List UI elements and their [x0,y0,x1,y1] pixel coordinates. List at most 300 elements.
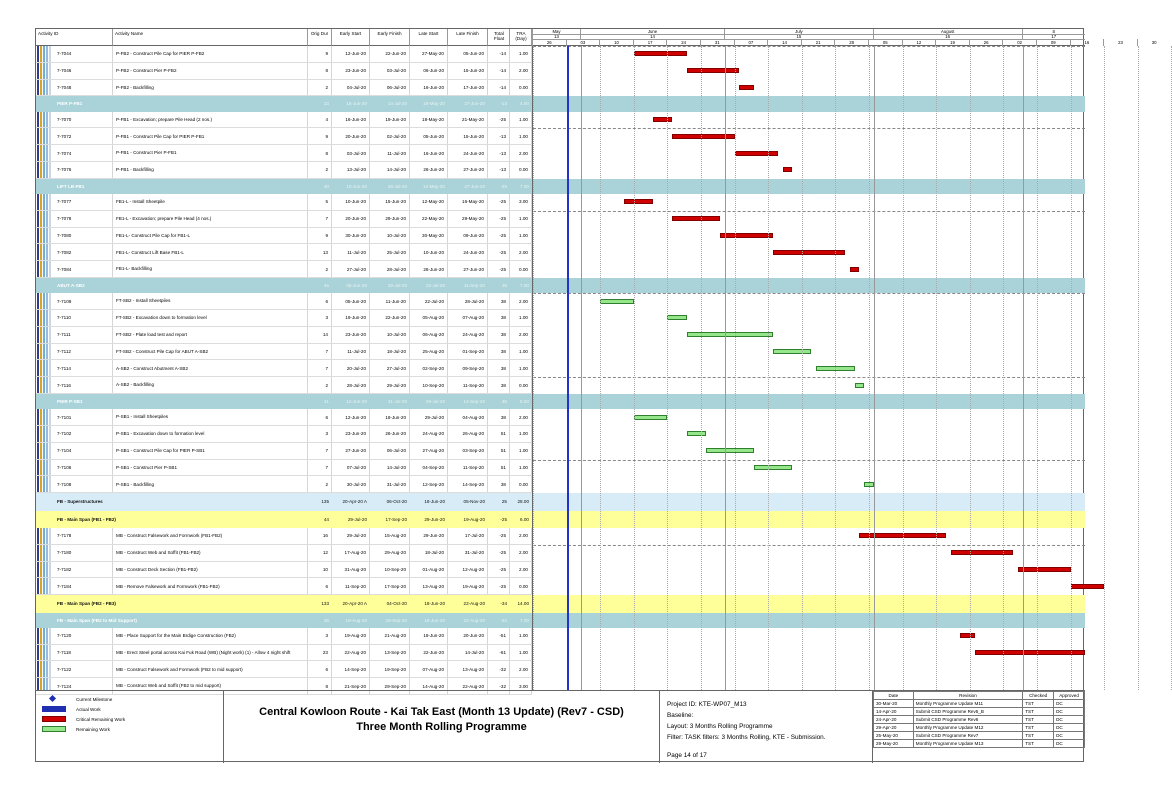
cell-tra: 0.00 [510,162,532,178]
cell-tf: -32 [488,678,510,694]
critical-bar[interactable] [720,233,773,238]
col-header-late-finish[interactable]: Late Finish [448,29,488,46]
activity-row[interactable] [36,628,532,645]
cell-tf: 38 [488,409,510,425]
cell-es: 30-Jul-20 [332,476,370,492]
cell-name: FT-SB2 - Excavation down to formation level [113,310,308,326]
month-number: 16 [873,34,1022,39]
rev-approved: DC [1054,716,1085,724]
remaining-bar[interactable] [687,431,706,436]
cell-name: PIER P-SB1 [57,399,83,405]
rev-revision: Submit CSD Programme Rev5_B [913,708,1022,716]
cell-lf: 27-Jun-20 [464,183,485,189]
activity-row[interactable] [36,360,532,377]
cell-ls: 25-Aug-20 [410,344,448,360]
cell-ef: 06-Oct-20 [386,499,407,505]
week-gridline [1071,46,1072,690]
cell-lf: 11-Sep-20 [448,377,488,393]
activity-row[interactable] [36,261,532,278]
row-separator [533,460,1085,461]
cell-ls: 02-Sep-20 [410,360,448,376]
legend-remaining: Remaining Work [42,725,110,733]
revision-table [873,691,1085,748]
week-label: 14 [767,39,801,46]
cell-tra: 7.00 [520,283,529,289]
programme-title: Central Kowloon Route - Kai Tak East (Month 13 Update) (Rev7 - CSD) [259,706,624,718]
cell-ls: 29-Jun-20 [424,516,445,522]
cell-dur: 3 [308,310,332,326]
cell-es: 03-Jul-20 [332,145,370,161]
row-separator [533,377,1085,378]
cell-name: P-SB1 - Construct Pile Cap for PIER P-SB1 [113,443,308,459]
cell-id: 7-7080 [54,228,113,244]
cell-tra: 1.00 [510,460,532,476]
week-label: 16 [1070,39,1104,46]
cell-ef: 14-Jul-20 [387,101,407,107]
legend-actual: Actual Work [42,705,101,713]
critical-bar[interactable] [687,68,740,73]
cell-name: P-FB1 - Backfilling [113,162,308,178]
cell-lf: 12-Aug-20 [448,562,488,578]
col-header-early-finish[interactable]: Early Finish [370,29,410,46]
col-header-tra[interactable]: TRA (Day) [510,29,532,46]
cell-tf: -34 [500,601,507,607]
rev-checked-header: Checked [1023,692,1054,700]
cell-name: FB1-L- Construct Pile Cap for FB1-L [113,228,308,244]
week-gridline [970,46,971,690]
month-label: July [724,29,873,34]
cell-ef: 29-Sep-20 [370,678,410,694]
cell-id: 7-7182 [54,562,113,578]
cell-tf: -25 [488,562,510,578]
cell-es: 10-Jun-20 [346,183,367,189]
cell-name: A-SB2 - Construct Abutment A-SB2 [113,360,308,376]
cell-ef: 04-Oct-20 [386,601,407,607]
cell-lf: 14-Jul-20 [448,645,488,661]
cell-lf: 03-Sep-20 [448,443,488,459]
critical-bar[interactable] [1018,567,1071,572]
week-gridline [735,46,736,690]
cell-name: FT-SB2 - Install Sheetpiles [113,293,308,309]
col-header-name[interactable]: Activity Name [113,29,308,46]
cell-name: FB1-L- Construct Lift Base FB1-L [113,244,308,260]
cell-lf: 31-Jul-20 [448,545,488,561]
rev-checked: TST [1023,700,1054,708]
project-info-box [660,691,873,763]
week-label: 26 [532,39,566,46]
cell-es: 27-Jun-20 [332,443,370,459]
bar-icon [42,726,66,732]
rev-date: 30-Mar-20 [874,700,914,708]
cell-tra: 1.00 [510,228,532,244]
remaining-bar[interactable] [634,415,668,420]
project-id: Project ID: KTE-WP07_M13 [667,701,747,708]
critical-bar[interactable] [739,85,753,90]
cell-es: 12-Jun-20 [332,46,370,62]
cell-tf: 51 [488,460,510,476]
cell-tf: -25 [488,545,510,561]
cell-ls: 27-May-20 [410,46,448,62]
title-box [224,691,660,763]
cell-id: 7-7124 [54,678,113,694]
activity-row[interactable] [36,562,532,579]
cell-es: 19-Jun-20 [332,310,370,326]
cell-tra: 2.00 [510,145,532,161]
cell-ls: 14-Aug-20 [410,678,448,694]
activity-row[interactable] [36,228,532,245]
cell-dur: 3 [308,628,332,644]
cell-es: 20-Jun-20 [332,211,370,227]
cell-id: 7-7180 [54,545,113,561]
month-gridline [1023,46,1024,690]
cell-dur: 135 [321,499,329,505]
remaining-bar[interactable] [667,315,686,320]
col-header-late-start[interactable]: Late Start [410,29,448,46]
cell-dur: 41 [323,399,329,405]
programme-subtitle: Three Month Rolling Programme [356,721,527,733]
cell-id: 7-7122 [54,661,113,677]
cell-name: P-FB2 - Construct Pier P-FB2 [113,63,308,79]
cell-ls: 12-May-20 [423,183,445,189]
cell-id: 7-7048 [54,80,113,96]
cell-lf: 05-Nov-20 [463,499,485,505]
cell-tf: -32 [488,661,510,677]
cell-tra: 1.00 [510,443,532,459]
cell-dur: 2 [308,261,332,277]
week-label: 31 [700,39,734,46]
rev-approved: DC [1054,732,1085,740]
cell-name: MB - Construct Web and Soffit (FB2 to mid support) [113,678,308,694]
cell-tra: 0.00 [510,261,532,277]
cell-ef: 25-Jul-20 [370,244,410,260]
cell-id: 7-7111 [54,327,113,343]
cell-id: 7-7184 [54,578,113,594]
cell-es: 12-Jun-20 [346,399,367,405]
remaining-bar[interactable] [754,465,792,470]
rev-approved: DC [1054,724,1085,732]
col-header-id[interactable]: Activity ID [36,29,113,46]
cell-id: 7-7074 [54,145,113,161]
cell-lf: 17-Jun-20 [448,80,488,96]
cell-name: MB - Erect Steel portal across Kai Fuk Road (WB) (Night work) (1) - Allow 4 night shift [113,645,308,661]
cell-ls: 26-Jun-20 [410,261,448,277]
col-header-early-start[interactable]: Early Start [332,29,370,46]
cell-tf: 38 [488,360,510,376]
rev-approved: DC [1054,700,1085,708]
critical-bar[interactable] [783,167,793,172]
cell-ef: 29-Aug-20 [370,545,410,561]
activity-row[interactable] [36,426,532,443]
diamond-icon [42,696,66,702]
cell-lf: 13-Aug-20 [448,661,488,677]
rev-revision: Submit CSD Programme Rev7 [913,732,1022,740]
cell-dur: 14 [308,327,332,343]
activity-row[interactable] [36,128,532,145]
cell-ef: 11-Jun-20 [370,293,410,309]
cell-tf: 38 [488,377,510,393]
cell-ls: 06-Jun-20 [410,63,448,79]
cell-name: P-FB2 - Construct Pile Cap for PIER P-FB2 [113,46,308,62]
month-label: June [580,29,724,34]
cell-tf: 38 [488,344,510,360]
month-gridline [581,46,582,690]
row-separator [533,46,1085,47]
cell-ls: 22-Jul-20 [425,283,445,289]
cell-lf: 24-Aug-20 [448,327,488,343]
rev-approved-header: Approved [1054,692,1085,700]
cell-ls: 26-Jun-20 [410,162,448,178]
cell-dur: 40 [323,183,329,189]
cell-name: A-SB2 - Backfilling [113,377,308,393]
cell-es: 30-Jun-20 [332,228,370,244]
activity-row[interactable] [36,244,532,261]
col-header-total-float[interactable]: Total Float [488,29,510,46]
week-label: 19 [935,39,969,46]
cell-tra: 7.00 [520,183,529,189]
cell-tf: -25 [488,244,510,260]
critical-bar[interactable] [1071,584,1105,589]
activity-row[interactable] [36,145,532,162]
week-gridline [835,46,836,690]
cell-tra: 1.00 [510,112,532,128]
remaining-bar[interactable] [600,299,634,304]
cell-ls: 12-May-20 [410,194,448,210]
activity-row[interactable] [36,344,532,361]
legend-box [36,691,224,763]
cell-tra: 2.00 [510,327,532,343]
remaining-bar[interactable] [773,349,811,354]
cell-dur: 6 [308,409,332,425]
cell-id: 7-7077 [54,194,113,210]
cell-dur: 9 [308,46,332,62]
week-gridline [600,46,601,690]
cell-name: P-SB1 - Excavation down to formation level [113,426,308,442]
cell-tra: 3.00 [510,194,532,210]
month-label: S [1022,29,1085,34]
cell-lf: 09-Sep-20 [448,360,488,376]
cell-es: 27-Jul-20 [332,261,370,277]
cell-tra: 0.00 [510,578,532,594]
cell-tra: 28.00 [517,499,529,505]
cell-name: FB1-L - Excavation; prepare Pile Head (4 nos.) [113,211,308,227]
cell-dur: 2 [308,476,332,492]
critical-bar[interactable] [960,633,974,638]
cell-tf: -14 [488,80,510,96]
cell-ef: 14-Jul-20 [370,460,410,476]
cell-dur: 6 [308,293,332,309]
rev-date: 29-May-20 [874,740,914,748]
cell-ls: 05-Aug-20 [410,310,448,326]
revision-row [874,740,1085,748]
activity-row[interactable] [36,63,532,80]
cell-lf: 07-Aug-20 [448,310,488,326]
rev-date-header: Date [874,692,914,700]
activity-row[interactable] [36,645,532,662]
week-gridline [768,46,769,690]
cell-dur: 6 [308,661,332,677]
cell-tf: -25 [488,228,510,244]
critical-bar[interactable] [634,51,687,56]
rev-date: 24-Apr-20 [874,716,914,724]
cell-ef: 26-Jun-20 [370,426,410,442]
critical-bar[interactable] [672,216,720,221]
cell-dur: 8 [308,145,332,161]
week-label: 21 [801,39,835,46]
cell-id: 7-7110 [54,310,113,326]
cell-tra: 2.00 [510,244,532,260]
activity-row[interactable] [36,377,532,394]
cell-ef: 31-Jul-20 [370,476,410,492]
cell-tra: 1.00 [510,211,532,227]
activity-row[interactable] [36,661,532,678]
cell-tf: 38 [488,310,510,326]
cell-es: 23-Jun-20 [332,426,370,442]
week-label: 02 [1002,39,1036,46]
cell-es: 20-Jul-20 [332,360,370,376]
cell-ls: 29-Jul-20 [425,399,445,405]
week-gridline [667,46,668,690]
cell-ls: 18-Jun-20 [424,601,445,607]
cell-dur: 2 [308,377,332,393]
week-gridline [869,46,870,690]
cell-lf: 27-Jun-20 [464,101,485,107]
activity-row[interactable] [36,528,532,545]
page-footer [36,690,1085,763]
cell-dur: 9 [308,228,332,244]
week-label: 17 [633,39,667,46]
cell-ls: 13-Aug-20 [410,578,448,594]
timeline-header [532,29,1157,46]
activity-row[interactable] [36,211,532,228]
cell-ls: 22-May-20 [410,211,448,227]
cell-dur: 5 [308,194,332,210]
cell-name: P-SB1 - Backfilling [113,476,308,492]
cell-es: 20-Apr-20 A [342,601,367,607]
cell-ef: 14-Jul-20 [370,162,410,178]
critical-bar[interactable] [975,650,1085,655]
cell-ls: 04-Sep-20 [410,460,448,476]
rev-checked: TST [1023,708,1054,716]
cell-ls: 12-Sep-20 [410,476,448,492]
cell-tf: -14 [488,63,510,79]
critical-bar[interactable] [850,267,860,272]
cell-ef: 15-Jun-20 [370,194,410,210]
activity-row[interactable] [36,194,532,211]
cell-tra: 2.00 [510,562,532,578]
cell-tra: 0.00 [510,80,532,96]
cell-tra: 1.00 [510,645,532,661]
cell-dur: 16 [308,528,332,544]
cell-tra: 1.00 [510,344,532,360]
cell-tf: 25 [501,499,507,505]
cell-tf: 38 [501,399,507,405]
revision-row [874,716,1085,724]
activity-row[interactable] [36,46,532,63]
cell-id: 7-7108 [54,476,113,492]
rev-checked: TST [1023,716,1054,724]
cell-ef: 17-Sep-20 [385,516,407,522]
activity-row[interactable] [36,112,532,129]
cell-dur: 2 [308,80,332,96]
activity-row[interactable] [36,476,532,493]
cell-name: P-FB2 - Backfilling [113,80,308,96]
critical-bar[interactable] [773,250,845,255]
week-label: 09 [1036,39,1070,46]
cell-ls: 06-Aug-20 [410,327,448,343]
cell-name: FB1-L- Backfilling [113,261,308,277]
activity-row[interactable] [36,293,532,310]
cell-tf: 51 [488,443,510,459]
cell-lf: 20-Jun-20 [448,628,488,644]
critical-bar[interactable] [624,199,653,204]
cell-lf: 05-Jun-20 [448,46,488,62]
remaining-bar[interactable] [687,332,773,337]
rev-approved: DC [1054,740,1085,748]
cell-lf: 15-Jun-20 [448,63,488,79]
cell-tf: -13 [488,162,510,178]
activity-row[interactable] [36,327,532,344]
critical-bar[interactable] [653,117,672,122]
cell-ls: 29-Jul-20 [410,409,448,425]
activity-row[interactable] [36,460,532,477]
revision-row [874,732,1085,740]
cell-dur: 3 [308,426,332,442]
activity-row[interactable] [36,310,532,327]
cell-id: 7-7106 [54,460,113,476]
cell-name: P-FB1 - Excavation; prepare Pile Head (2 nos.) [113,112,308,128]
activity-row[interactable] [36,80,532,97]
data-date-line [567,46,569,690]
activity-row[interactable] [36,443,532,460]
remaining-bar[interactable] [855,383,865,388]
cell-ef: 15-Aug-20 [370,528,410,544]
activity-row[interactable] [36,409,532,426]
cell-tra: 2.00 [510,63,532,79]
critical-bar[interactable] [735,151,778,156]
month-label: August [873,29,1022,34]
cell-id: 7-7112 [54,344,113,360]
cell-tra: 2.00 [510,528,532,544]
cell-lf: 21-May-20 [448,112,488,128]
cell-ef: 22-Jun-20 [370,46,410,62]
cell-tra: 2.00 [510,293,532,309]
cell-ef: 19-Jun-20 [370,112,410,128]
cell-tf: -25 [488,112,510,128]
cell-ef: 11-Jul-20 [370,145,410,161]
week-gridline [634,46,635,690]
activity-row[interactable] [36,545,532,562]
cell-dur: 2 [308,162,332,178]
col-header-orig-dur[interactable]: Orig Dur [308,29,332,46]
rev-date: 29-Apr-20 [874,724,914,732]
cell-dur: 12 [308,545,332,561]
cell-tf: -61 [488,645,510,661]
week-label: 28 [834,39,868,46]
rev-approved: DC [1054,708,1085,716]
month-number: 14 [580,34,724,39]
cell-es: 12-Jun-20 [332,409,370,425]
revision-row [874,700,1085,708]
cell-ls: 18-May-20 [410,112,448,128]
cell-tra: 2.00 [510,409,532,425]
cell-id: 7-7044 [54,46,113,62]
remaining-bar[interactable] [706,448,754,453]
activity-row[interactable] [36,162,532,179]
cell-lf: 17-Jul-20 [448,528,488,544]
cell-id: 7-7076 [54,162,113,178]
activity-row[interactable] [36,578,532,595]
month-gridline [725,46,726,690]
